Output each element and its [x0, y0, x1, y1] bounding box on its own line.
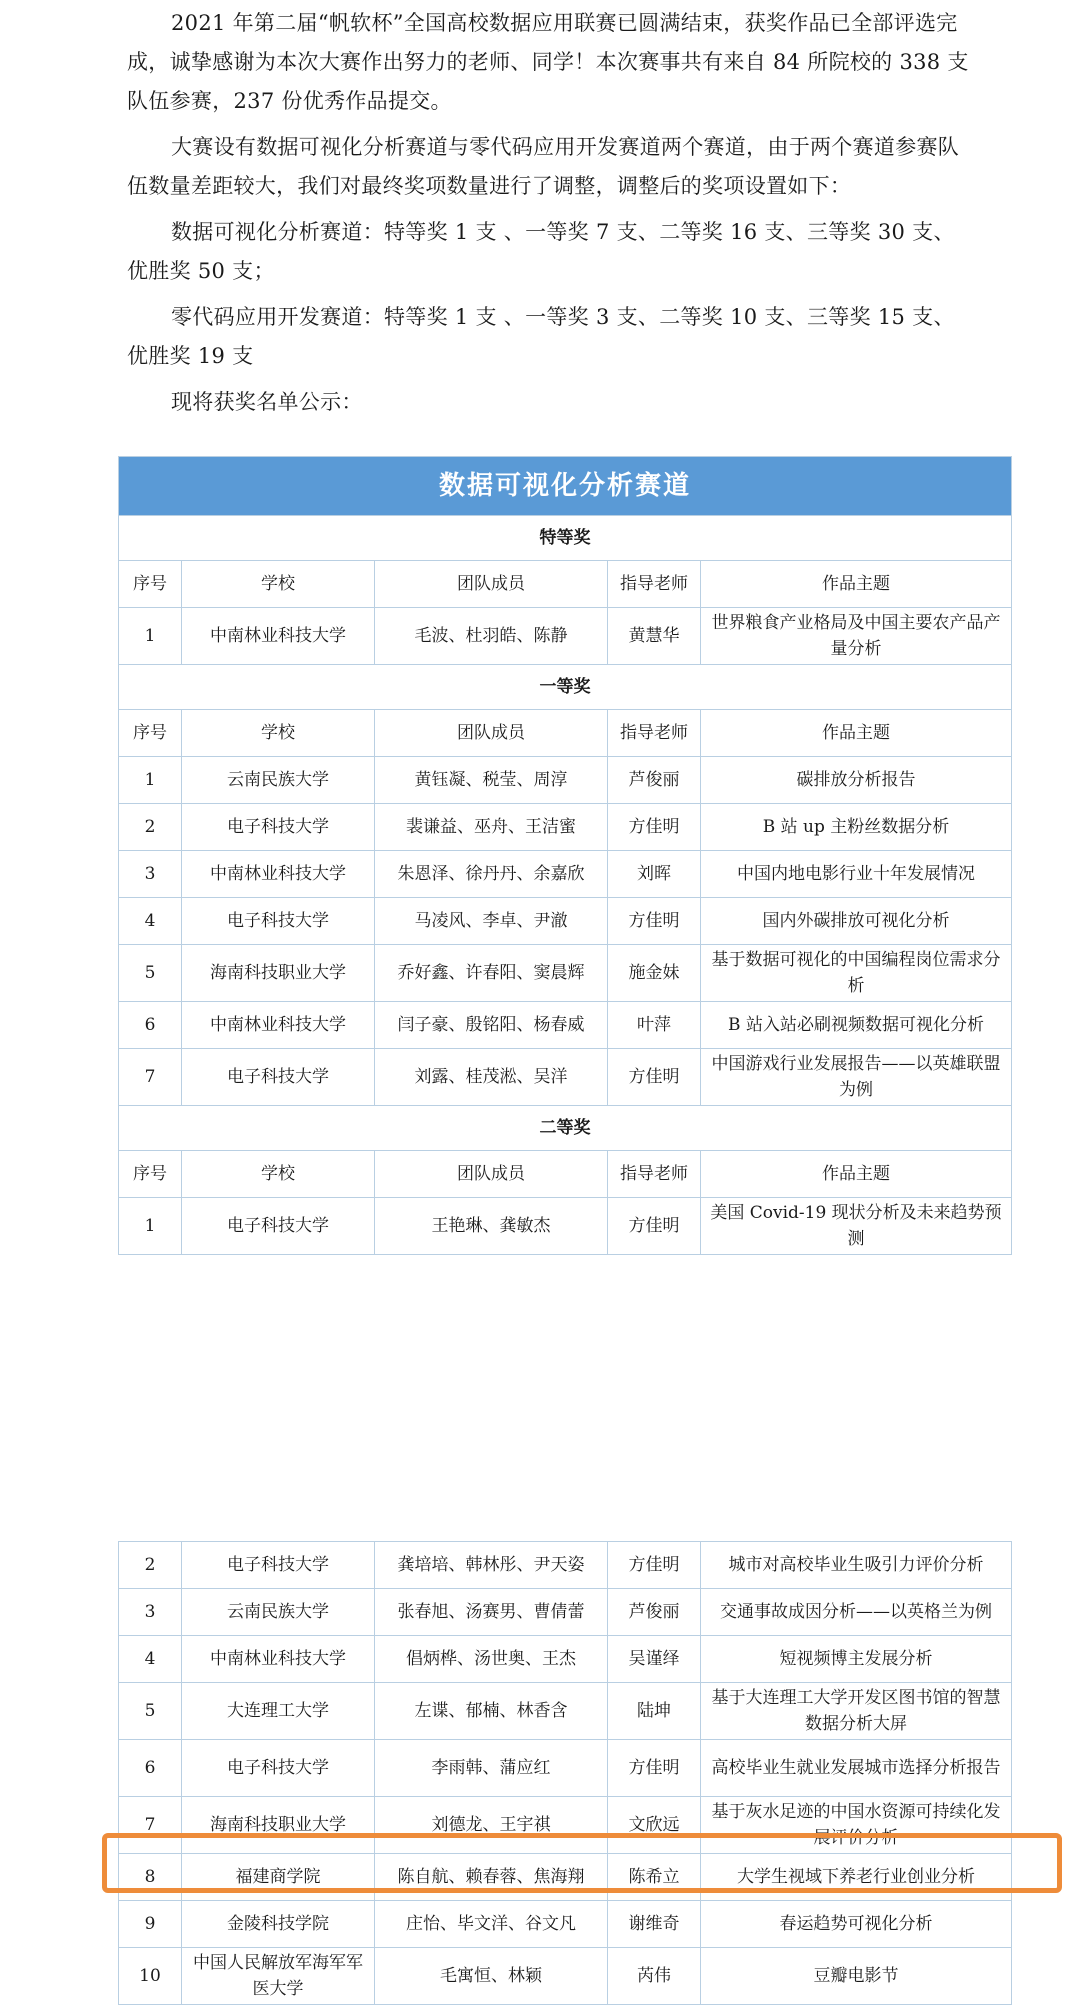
column-header: 指导老师 — [608, 561, 701, 608]
header-row — [119, 710, 1012, 757]
cell: 5 — [119, 945, 182, 1002]
cell: 吴谨绎 — [608, 1636, 701, 1683]
cell: 裴谦益、巫舟、王洁蜜 — [375, 804, 608, 851]
cell: 世界粮食产业格局及中国主要农产品产量分析 — [701, 608, 1012, 665]
award-table-continued — [118, 1541, 1012, 2005]
cell: 大学生视域下养老行业创业分析 — [701, 1854, 1012, 1901]
cell: 芦俊丽 — [608, 1589, 701, 1636]
table-row — [119, 1636, 1012, 1683]
highlight-box — [102, 1833, 1062, 1893]
table-row — [119, 1740, 1012, 1797]
column-header: 作品主题 — [701, 561, 1012, 608]
cell: 10 — [119, 1948, 182, 2005]
cell: 方佳明 — [608, 1049, 701, 1106]
cell: B 站 up 主粉丝数据分析 — [701, 804, 1012, 851]
cell: 芦俊丽 — [608, 757, 701, 804]
cell: 基于大连理工大学开发区图书馆的智慧数据分析大屏 — [701, 1683, 1012, 1740]
table-row — [119, 757, 1012, 804]
cell: 城市对高校毕业生吸引力评价分析 — [701, 1542, 1012, 1589]
cell: 云南民族大学 — [182, 757, 375, 804]
cell: 国内外碳排放可视化分析 — [701, 898, 1012, 945]
cell: 福建商学院 — [182, 1854, 375, 1901]
cell: 2 — [119, 804, 182, 851]
column-header: 序号 — [119, 1151, 182, 1198]
column-header: 学校 — [182, 561, 375, 608]
cell: 马凌风、李卓、尹澈 — [375, 898, 608, 945]
intro-paragraph: 零代码应用开发赛道：特等奖 1 支 、一等奖 3 支、二等奖 10 支、三等奖 15 支、优胜奖 19 支 — [127, 305, 955, 368]
column-header: 作品主题 — [701, 710, 1012, 757]
column-header: 团队成员 — [375, 1151, 608, 1198]
cell: 电子科技大学 — [182, 1542, 375, 1589]
cell: 云南民族大学 — [182, 1589, 375, 1636]
cell: 刘露、桂茂淞、吴洋 — [375, 1049, 608, 1106]
cell: 电子科技大学 — [182, 1198, 375, 1255]
table-row — [119, 1198, 1012, 1255]
cell: 方佳明 — [608, 1542, 701, 1589]
cell: 刘德龙、王宇祺 — [375, 1797, 608, 1854]
column-header: 序号 — [119, 561, 182, 608]
cell: 7 — [119, 1797, 182, 1854]
cell: 陈自航、赖春蓉、焦海翔 — [375, 1854, 608, 1901]
cell: 文欣远 — [608, 1797, 701, 1854]
cell: 毛波、杜羽皓、陈静 — [375, 608, 608, 665]
column-header: 团队成员 — [375, 561, 608, 608]
cell: 方佳明 — [608, 1740, 701, 1797]
cell: 方佳明 — [608, 898, 701, 945]
cell: 电子科技大学 — [182, 1049, 375, 1106]
cell: 刘晖 — [608, 851, 701, 898]
cell: 黄慧华 — [608, 608, 701, 665]
table-row — [119, 1901, 1012, 1948]
cell: 叶萍 — [608, 1002, 701, 1049]
cell: 电子科技大学 — [182, 1740, 375, 1797]
cell: 6 — [119, 1002, 182, 1049]
column-header: 序号 — [119, 710, 182, 757]
section-heading: 二等奖 — [119, 1106, 1012, 1151]
intro-paragraph: 2021 年第二届“帆软杯”全国高校数据应用联赛已圆满结束，获奖作品已全部评选完成，诚挚感谢为本次大赛作出努力的老师、同学！本次赛事共有来自 84 所院校的 338 支队伍参赛，237 份优秀作品提交。 — [127, 11, 969, 113]
cell: 海南科技职业大学 — [182, 1797, 375, 1854]
table-row — [119, 1683, 1012, 1740]
cell: 3 — [119, 1589, 182, 1636]
cell: 电子科技大学 — [182, 898, 375, 945]
cell: 基于数据可视化的中国编程岗位需求分析 — [701, 945, 1012, 1002]
header-row — [119, 561, 1012, 608]
table-row — [119, 1589, 1012, 1636]
intro-paragraph: 大赛设有数据可视化分析赛道与零代码应用开发赛道两个赛道，由于两个赛道参赛队伍数量差距较大，我们对最终奖项数量进行了调整，调整后的奖项设置如下： — [127, 135, 960, 198]
cell: 陆坤 — [608, 1683, 701, 1740]
cell: 基于灰水足迹的中国水资源可持续化发展评价分析 — [701, 1797, 1012, 1854]
column-header: 学校 — [182, 1151, 375, 1198]
intro-paragraph: 数据可视化分析赛道：特等奖 1 支 、一等奖 7 支、二等奖 16 支、三等奖 30 支、优胜奖 50 支； — [127, 220, 955, 283]
cell: 方佳明 — [608, 804, 701, 851]
intro-text — [127, 4, 973, 429]
cell: 中南林业科技大学 — [182, 1002, 375, 1049]
cell: 中南林业科技大学 — [182, 1636, 375, 1683]
cell: 中南林业科技大学 — [182, 608, 375, 665]
table-row — [119, 1002, 1012, 1049]
cell: 芮伟 — [608, 1948, 701, 2005]
cell: 陈希立 — [608, 1854, 701, 1901]
column-header: 学校 — [182, 710, 375, 757]
cell: 短视频博主发展分析 — [701, 1636, 1012, 1683]
cell: 豆瓣电影节 — [701, 1948, 1012, 2005]
cell: 碳排放分析报告 — [701, 757, 1012, 804]
cell: 王艳琳、龚敏杰 — [375, 1198, 608, 1255]
cell: B 站入站必刷视频数据可视化分析 — [701, 1002, 1012, 1049]
cell: 龚培培、韩林彤、尹天姿 — [375, 1542, 608, 1589]
cell: 施金妹 — [608, 945, 701, 1002]
cell: 春运趋势可视化分析 — [701, 1901, 1012, 1948]
column-header: 指导老师 — [608, 710, 701, 757]
table-row — [119, 898, 1012, 945]
column-header: 作品主题 — [701, 1151, 1012, 1198]
table-row — [119, 1542, 1012, 1589]
cell: 庄怡、毕文洋、谷文凡 — [375, 1901, 608, 1948]
cell: 4 — [119, 898, 182, 945]
table-row — [119, 851, 1012, 898]
cell: 5 — [119, 1683, 182, 1740]
intro-paragraph: 现将获奖名单公示： — [171, 390, 363, 414]
cell: 金陵科技学院 — [182, 1901, 375, 1948]
cell: 高校毕业生就业发展城市选择分析报告 — [701, 1740, 1012, 1797]
cell: 中国内地电影行业十年发展情况 — [701, 851, 1012, 898]
cell: 李雨韩、蒲应红 — [375, 1740, 608, 1797]
cell: 1 — [119, 608, 182, 665]
cell: 3 — [119, 851, 182, 898]
cell: 7 — [119, 1049, 182, 1106]
column-header: 团队成员 — [375, 710, 608, 757]
cell: 9 — [119, 1901, 182, 1948]
cell: 朱恩泽、徐丹丹、余嘉欣 — [375, 851, 608, 898]
cell: 谢维奇 — [608, 1901, 701, 1948]
section-heading: 特等奖 — [119, 516, 1012, 561]
cell: 张春旭、汤赛男、曹倩蕾 — [375, 1589, 608, 1636]
table-row — [119, 608, 1012, 665]
table-title: 数据可视化分析赛道 — [119, 457, 1012, 516]
cell: 中国游戏行业发展报告——以英雄联盟为例 — [701, 1049, 1012, 1106]
cell: 方佳明 — [608, 1198, 701, 1255]
cell: 倡炳桦、汤世奥、王杰 — [375, 1636, 608, 1683]
cell: 海南科技职业大学 — [182, 945, 375, 1002]
cell: 4 — [119, 1636, 182, 1683]
section-heading: 一等奖 — [119, 665, 1012, 710]
cell: 闫子豪、殷铭阳、杨春威 — [375, 1002, 608, 1049]
cell: 左谍、郁楠、林香含 — [375, 1683, 608, 1740]
cell: 美国 Covid-19 现状分析及未来趋势预测 — [701, 1198, 1012, 1255]
cell: 电子科技大学 — [182, 804, 375, 851]
table-row — [119, 804, 1012, 851]
table-row — [119, 1049, 1012, 1106]
cell: 6 — [119, 1740, 182, 1797]
cell: 黄钰凝、税莹、周淳 — [375, 757, 608, 804]
cell: 8 — [119, 1854, 182, 1901]
cell: 1 — [119, 1198, 182, 1255]
table-row — [119, 1948, 1012, 2005]
cell: 1 — [119, 757, 182, 804]
cell: 交通事故成因分析——以英格兰为例 — [701, 1589, 1012, 1636]
cell: 大连理工大学 — [182, 1683, 375, 1740]
cell: 乔好鑫、许春阳、窦晨辉 — [375, 945, 608, 1002]
cell: 毛寓恒、林颖 — [375, 1948, 608, 2005]
cell: 中南林业科技大学 — [182, 851, 375, 898]
table-row — [119, 945, 1012, 1002]
header-row — [119, 1151, 1012, 1198]
award-table — [118, 456, 1012, 1255]
cell: 中国人民解放军海军军医大学 — [182, 1948, 375, 2005]
column-header: 指导老师 — [608, 1151, 701, 1198]
cell: 2 — [119, 1542, 182, 1589]
